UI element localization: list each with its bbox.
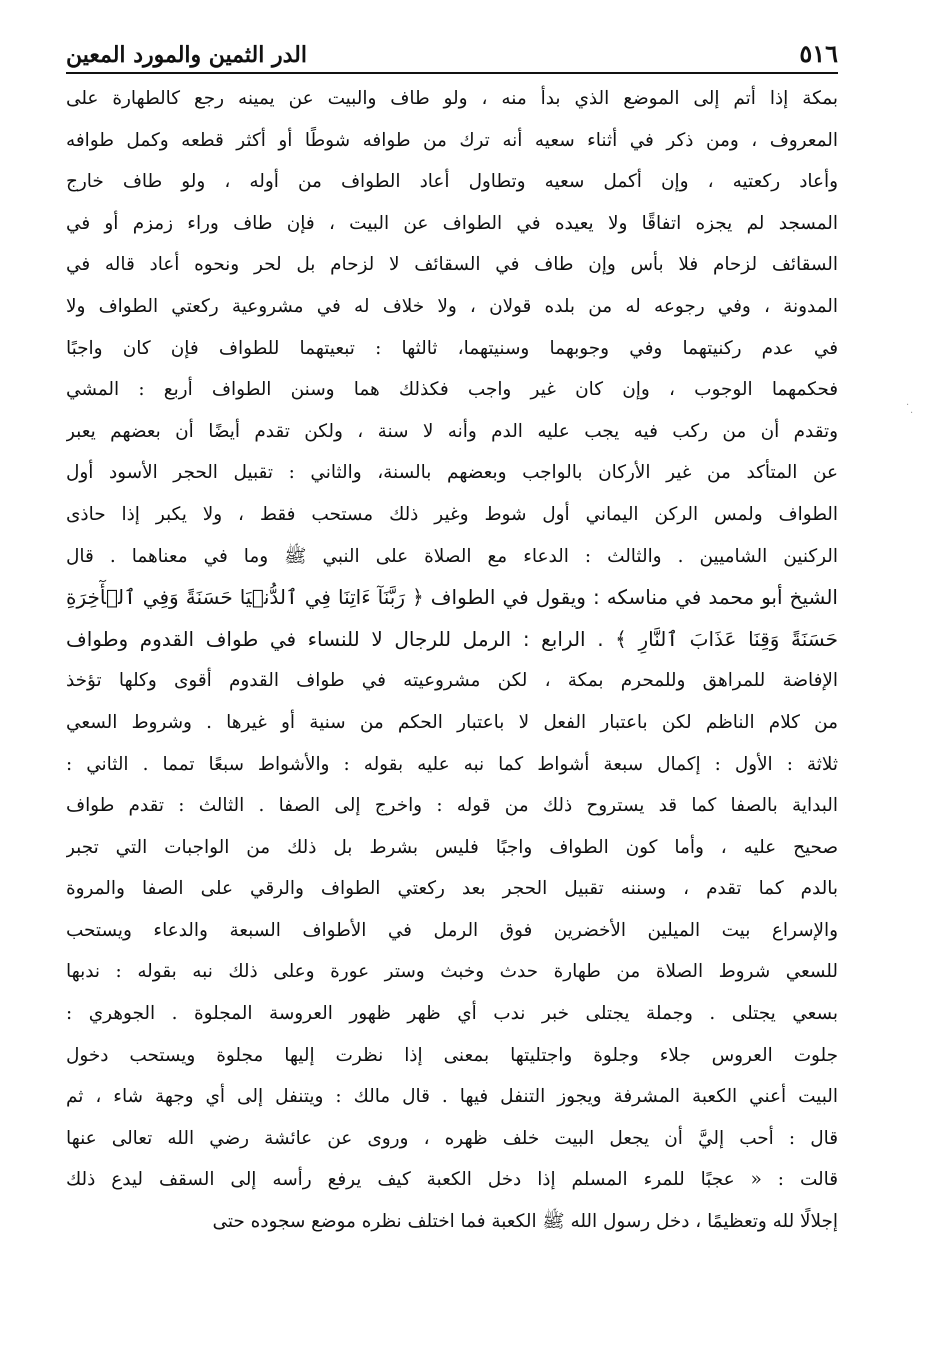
text-line-17: ثلاثة : الأول : إكمال سبعة أشواط كما نبه عليه بقوله : والأشواط سبعًا تمما . الثاني : — [66, 753, 838, 775]
text-line-12: الركنين الشاميين . والثالث : الدعاء مع الصلاة على النبي ﷺ وما في معناهما . قال — [66, 545, 838, 567]
book-page — [66, 28, 838, 1328]
text-line-26: قال : أحب إليَّ أن يجعل البيت خلف ظهره ، وروى عن عائشة رضي الله تعالى عنها — [66, 1127, 838, 1149]
text-line-28: إجلالًا لله وتعظيمًا ، دخل رسول الله ﷺ الكعبة فما اختلف نظره موضع سجوده حتى — [212, 1211, 838, 1233]
text-line-21: والإسراع بيت الميلين الأخضرين فوق الرمل في الأطواف السبعة والدعاء ويستحب — [66, 919, 838, 941]
text-line-16: من كلام الناظم لكن باعتبار الفعل لا باعتبار الحكم من سنية أو غيرها . وشروط السعي — [66, 711, 838, 733]
text-line-22: للسعي شروط الصلاة من طهارة حدث وخبث وستر عورة وعلى ذلك نبه بقوله : ندبها — [66, 961, 838, 983]
text-line-7: في عدم ركنيتهما وفي وجوبهما وسنيتهما، ثالثها : تبعيتهما للطواف فإن كان واجبًا — [66, 337, 838, 359]
text-line-15: الإفاضة للمراهق وللمحرم بمكة ، لكن مشروعيته في طواف القدوم أقوى وكلها تؤخذ — [66, 670, 838, 692]
text-line-14-quran-verse: حَسَنَةً وَقِنَا عَذَابَ ٱلنَّارِ ﴾ . الرابع : الرمل للرجال لا للنساء في طواف القدوم وطواف — [66, 626, 838, 651]
text-line-5: السقائف لزحام فلا بأس وإن طاف في السقائف لا لزحام بل لحر ونحوه أعاد قاله في — [66, 254, 838, 276]
text-line-4: المسجد لم يجزه اتفاقًا ولا يعيده في الطواف عن البيت ، فإن طاف وراء زمزم أو في — [66, 212, 838, 234]
text-line-20: بالدم كما تقدم ، وسننه تقبيل الحجر بعد ركعتي الطواف والرقي على الصفا والمروة — [66, 878, 838, 900]
text-line-6: المدونة ، وفي رجوعه له من بلده قولان ، ولا خلاف له في مشروعية ركعتي الطواف ولا — [66, 295, 838, 317]
text-line-18: البداية بالصفا كما قد يستروح ذلك من قوله : واخرج إلى الصفا . الثالث : تقدم طواف — [66, 795, 838, 817]
page-header — [66, 28, 838, 74]
text-line-11: الطواف ولمس الركن اليماني أول شوط وغير ذلك مستحب فقط ، ولا يكبر إذا حاذى — [66, 503, 838, 525]
text-line-10: عن المتأكد من غير الأركان بالواجب وبعضهم بالسنة، والثاني : تقبيل الحجر الأسود أول — [66, 462, 838, 484]
body-text — [66, 78, 838, 1243]
text-line-19: صحيح عليه ، وأما كون الطواف واجبًا فليس بشرط بل ذلك من الواجبات التي تجبر — [66, 836, 838, 858]
text-line-24: جلوت العروس جلاء وجلوة واجتليتها بمعنى إذا نظرت إليها مجلوة ويستحب دخول — [66, 1044, 838, 1066]
text-line-3: وأعاد ركعتيه ، وإن أكمل سعيه وتطاول أعاد الطواف من أوله ، ولو طاف خارج — [66, 171, 838, 193]
text-line-27: قالت : « عجبًا للمرء المسلم إذا دخل الكعبة كيف يرفع رأسه إلى السقف ليدع ذلك — [66, 1169, 838, 1191]
running-title: الدر الثمين والمورد المعين — [66, 42, 308, 68]
text-line-9: وتقدم أن من ركب فيه يجب عليه الدم وأنه لا سنة ، ولكن تقدم أيضًا أن بعضهم يعبر — [66, 420, 838, 442]
margin-speck-mark: · — [906, 400, 910, 411]
text-line-1: بمكة إذا أتم إلى الموضع الذي بدأ منه ، ولو طاف والبيت عن يمينه رجع كالطهارة على — [66, 88, 838, 109]
text-line-8: فحكمهما الوجوب ، وإن كان غير واجب فكذلك هما وسنن الطواف أربع : المشي — [66, 379, 838, 401]
margin-speck-mark: · — [910, 408, 914, 419]
text-line-25: البيت أعني الكعبة المشرفة ويجوز التنفل فيها . قال مالك : ويتنفل إلى أي وجهة شاء ، ثم — [66, 1086, 838, 1108]
text-line-23: بسعي يجتلى . وجملة يجتلى خبر ندب أي ظهر ظهور العروسة المجلوة . الجوهري : — [66, 1003, 838, 1025]
page-number: ٥١٦ — [799, 39, 838, 68]
text-line-13-quran-verse: الشيخ أبو محمد في مناسكه : ويقول في الطواف ﴿ رَبَّنَآ ءَاتِنَا فِي ٱلدُّنۡيَا حَسَنَةً وَفِي ٱلۡأٓخِرَةِ — [66, 585, 838, 610]
text-line-2: المعروف ، ومن ذكر في أثناء سعيه أنه ترك من طوافه شوطًا أو أكثر قطعه وكمل طوافه — [66, 129, 838, 151]
